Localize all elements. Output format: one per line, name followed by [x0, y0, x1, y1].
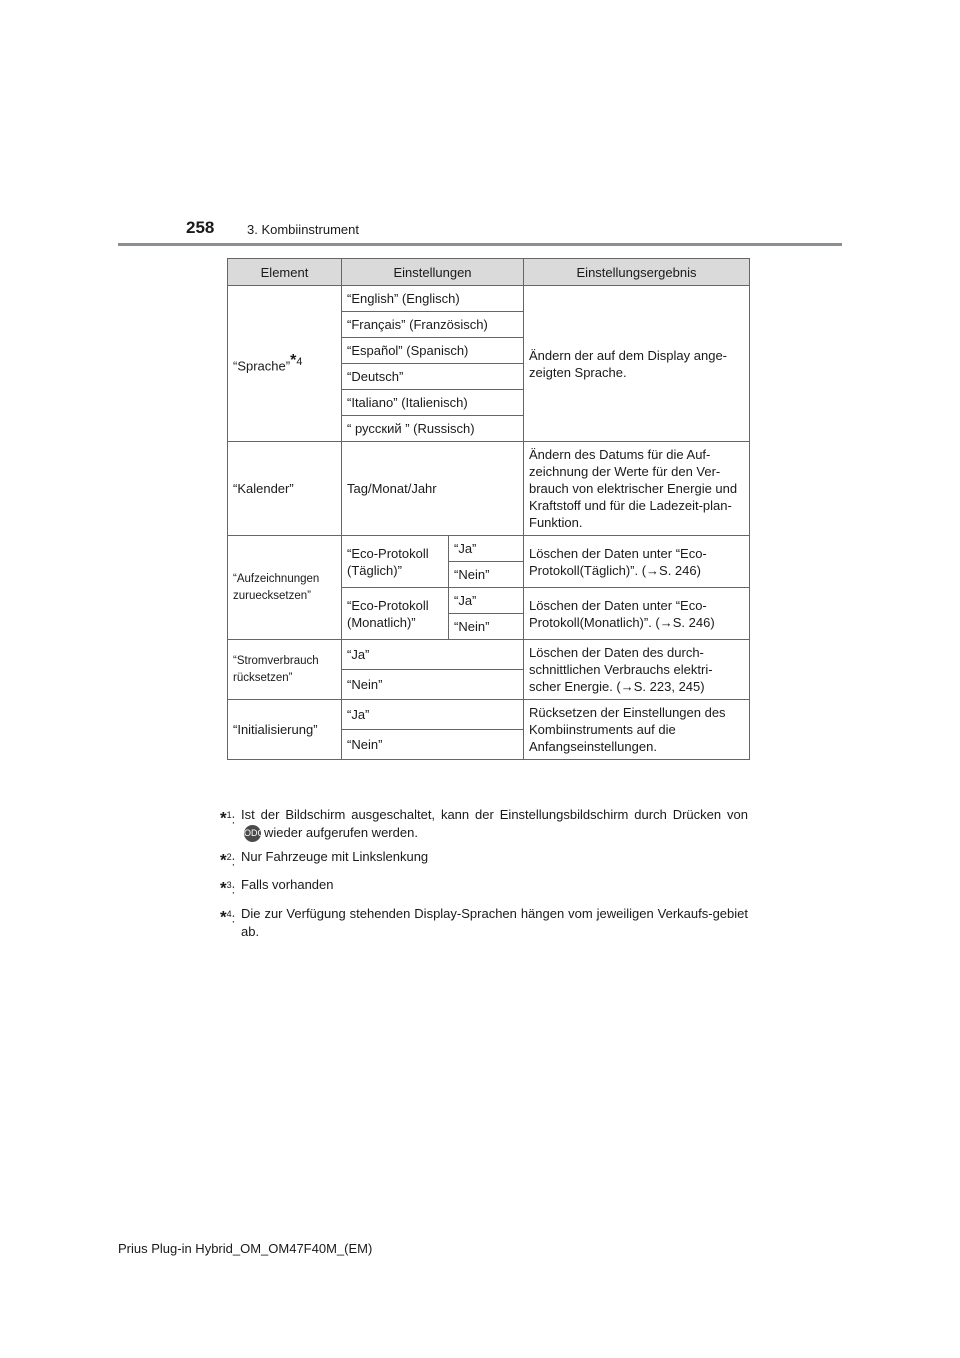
kalender-setting: Tag/Monat/Jahr	[342, 442, 524, 536]
sprache-element: “Sprache”$^{*4}$	[228, 286, 342, 442]
footnote-1: *$^1$: Ist der Bildschirm ausgeschaltet, kann der Einstellungsbildschirm durch Drücken vonODOwieder aufgerufen werden.	[220, 806, 748, 842]
table-row	[228, 700, 750, 730]
eco-monthly-no: “Nein”	[449, 614, 524, 640]
sprache-result: Ändern der auf dem Display ange-zeigten Sprache.	[524, 286, 750, 442]
table-row	[228, 536, 750, 562]
initialisierung-element: “Initialisierung”	[228, 700, 342, 760]
col-element-header: Element	[228, 259, 342, 286]
odo-button-icon: ODO	[244, 825, 261, 842]
sprache-option: “Français” (Französisch)	[342, 312, 524, 338]
footnote-star: *	[290, 352, 297, 370]
stromverbrauch-no: “Nein”	[342, 670, 524, 700]
eco-monthly-result: Löschen der Daten unter “Eco-Protokoll(Monatlich)”. (→S. 246)	[524, 588, 750, 640]
sprache-option: “Italiano” (Italienisch)	[342, 390, 524, 416]
sprache-option: “ русский ” (Russisch)	[342, 416, 524, 442]
sprache-option: “English” (Englisch)	[342, 286, 524, 312]
initialisierung-no: “Nein”	[342, 730, 524, 760]
table-row	[228, 286, 750, 312]
initialisierung-result: Rücksetzen der Einstellungen des Kombiinstruments auf die Anfangseinstellungen.	[524, 700, 750, 760]
table-header-row	[228, 259, 750, 286]
aufzeichnungen-element: “Aufzeichnungen zuruecksetzen”	[228, 536, 342, 640]
col-result-header: Einstellungsergebnis	[524, 259, 750, 286]
table-row	[228, 442, 750, 536]
footnote-ref: 4	[296, 356, 303, 369]
sprache-option: “Español” (Spanisch)	[342, 338, 524, 364]
kalender-result: Ändern des Datums für die Auf-zeichnung der Werte für den Ver-brauch von elektrischer Energie und Kraftstoff und für die Ladezeit-plan-Funktion.	[524, 442, 750, 536]
stromverbrauch-result: Löschen der Daten des durch-schnittlichen Verbrauchs elektri-scher Energie. (→S. 223, 245)	[524, 640, 750, 700]
stromverbrauch-element: “Stromverbrauch rücksetzen”	[228, 640, 342, 700]
initialisierung-yes: “Ja”	[342, 700, 524, 730]
section-title: 3. Kombiinstrument	[247, 222, 359, 237]
settings-table	[227, 258, 750, 760]
page-number: 258	[186, 218, 215, 237]
footnote-2: *$^2$: Nur Fahrzeuge mit Linkslenkung	[220, 849, 429, 870]
col-settings-header: Einstellungen	[342, 259, 524, 286]
eco-daily-no: “Nein”	[449, 562, 524, 588]
stromverbrauch-yes: “Ja”	[342, 640, 524, 670]
footnote-4: *$^4$: Die zur Verfügung stehenden Display-Sprachen hängen vom jeweiligen Verkaufs-gebiet ab.	[220, 905, 748, 939]
eco-daily-label: “Eco-Protokoll (Täglich)”	[342, 536, 449, 588]
eco-daily-result: Löschen der Daten unter “Eco-Protokoll(Täglich)”. (→S. 246)	[524, 536, 750, 588]
header-rule	[118, 243, 842, 246]
footnotes	[220, 806, 748, 947]
table-row	[228, 640, 750, 670]
eco-daily-yes: “Ja”	[449, 536, 524, 562]
sprache-option: “Deutsch”	[342, 364, 524, 390]
kalender-element: “Kalender”	[228, 442, 342, 536]
eco-monthly-label: “Eco-Protokoll (Monatlich)”	[342, 588, 449, 640]
eco-monthly-yes: “Ja”	[449, 588, 524, 614]
document-id: Prius Plug-in Hybrid_OM_OM47F40M_(EM)	[118, 1241, 373, 1256]
footnote-3: *$^3$: Falls vorhanden	[220, 877, 334, 898]
